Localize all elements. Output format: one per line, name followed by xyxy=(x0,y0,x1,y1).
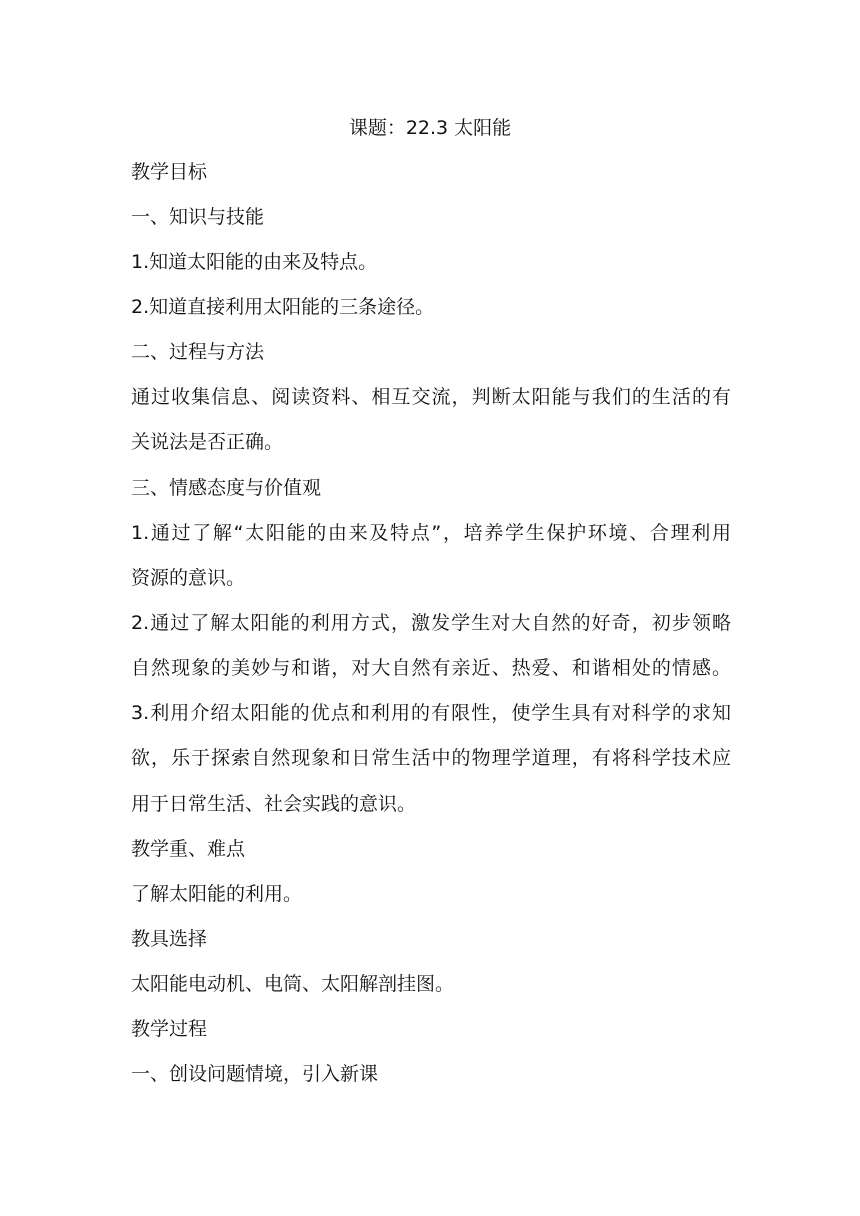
paragraph-line: 资源的意识。 xyxy=(131,567,246,589)
paragraph-line: 通过收集信息、阅读资料、相互交流，判断太阳能与我们的生活的有 xyxy=(131,386,731,408)
paragraph-line: 关说法是否正确。 xyxy=(131,431,284,453)
section-heading-teaching-goals: 教学目标 xyxy=(131,161,208,183)
list-item: 1.通过了解“太阳能的由来及特点”，培养学生保护环境、合理利用 xyxy=(131,522,731,544)
section-heading-key-difficulties: 教学重、难点 xyxy=(131,838,246,860)
document-title: 课题：22.3 太阳能 xyxy=(348,117,512,139)
list-item: 2.知道直接利用太阳能的三条途径。 xyxy=(131,296,435,318)
list-item: 2.通过了解太阳能的利用方式，激发学生对大自然的好奇，初步领略 xyxy=(131,612,731,634)
subheading-introduction: 一、创设问题情境，引入新课 xyxy=(131,1063,379,1085)
list-item: 3.利用介绍太阳能的优点和利用的有限性，使学生具有对科学的求知 xyxy=(131,702,731,724)
subheading-attitudes-values: 三、情感态度与价值观 xyxy=(131,477,322,499)
paragraph-line: 太阳能电动机、电筒、太阳解剖挂图。 xyxy=(131,973,455,995)
paragraph-line: 自然现象的美妙与和谐，对大自然有亲近、热爱、和谐相处的情感。 xyxy=(131,657,731,679)
paragraph-line: 欲，乐于探索自然现象和日常生活中的物理学道理，有将科学技术应 xyxy=(131,747,731,769)
paragraph-line: 了解太阳能的利用。 xyxy=(131,883,303,905)
subheading-knowledge-skills: 一、知识与技能 xyxy=(131,206,265,228)
subheading-process-methods: 二、过程与方法 xyxy=(131,341,265,363)
list-item: 1.知道太阳能的由来及特点。 xyxy=(131,251,378,273)
section-heading-teaching-process: 教学过程 xyxy=(131,1018,208,1040)
section-heading-teaching-aids: 教具选择 xyxy=(131,928,208,950)
paragraph-line: 用于日常生活、社会实践的意识。 xyxy=(131,793,417,815)
